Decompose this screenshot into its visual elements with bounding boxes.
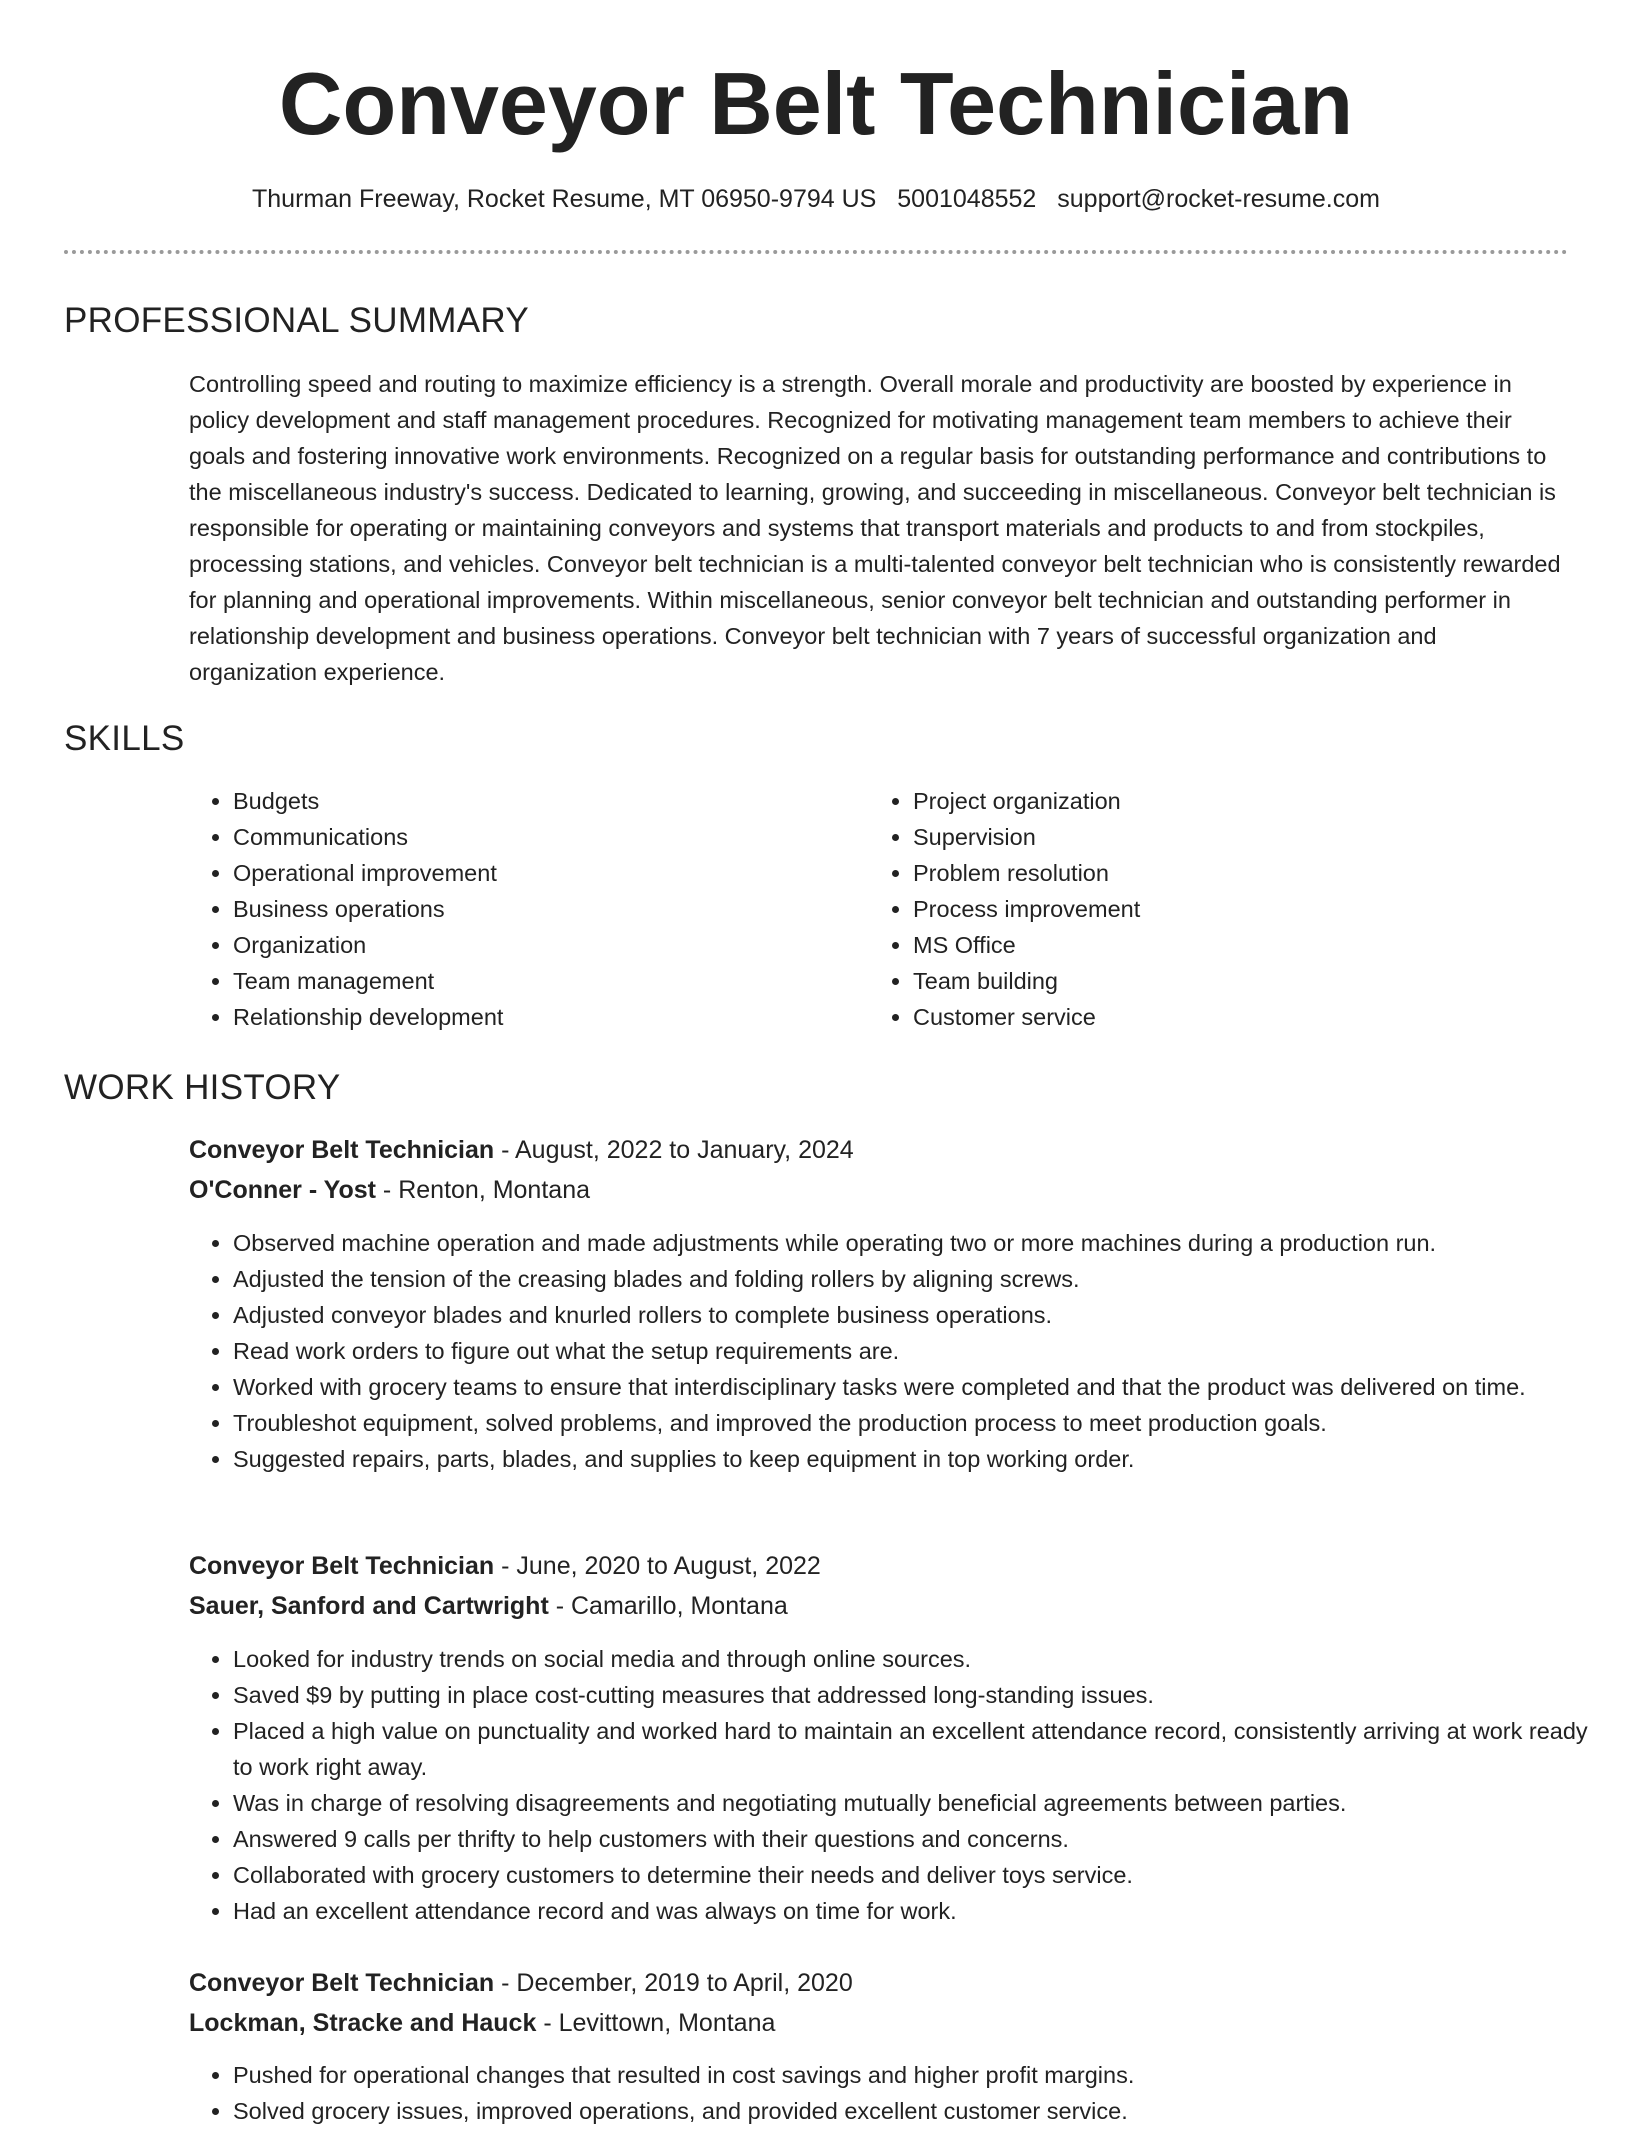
resume-name: Conveyor Belt Technician [278, 54, 1354, 153]
job-bullet: • Troubleshot equipment, solved problems, and improved the production process to meet production goals. [233, 1405, 1613, 1441]
job-title-line [189, 1132, 1569, 1168]
skill-item: • Operational improvement [233, 855, 503, 891]
job-company: Sauer, Sanford and Cartwright [189, 1592, 549, 1620]
job-bullet: • Observed machine operation and made adjustments while operating two or more machines during a production run. [233, 1225, 1613, 1261]
job-bullet: • Had an excellent attendance record and was always on time for work. [233, 1893, 1613, 1929]
job-bullet: • Was in charge of resolving disagreements and negotiating mutually beneficial agreements between parties. [233, 1785, 1613, 1821]
job-bullet: • Pushed for operational changes that resulted in cost savings and higher profit margins. [233, 2057, 1613, 2093]
job-title: Conveyor Belt Technician [189, 1552, 495, 1580]
contact-email: support@rocket-resume.com [1057, 185, 1380, 213]
job-bullet: • Adjusted the tension of the creasing blades and folding rollers by aligning screws. [233, 1261, 1613, 1297]
summary-text: Controlling speed and routing to maximize efficiency is a strength. Overall morale and productivity are boosted by experience in policy development and staff management procedures. Recognized for motivating management team members to achieve their goals and fostering innovative work environments. Recognized on a regular basis for outstanding performance and contributions to the miscellaneous industry's success. Dedicated to learning, growing, and succeeding in miscellaneous. Conveyor belt technician is responsible for operating or maintaining conveyors and systems that transport materials and products to and from stockpiles, processing stations, and vehicles. Conveyor belt technician is a multi-talented conveyor belt technician who is consistently rewarded for planning and operational improvements. Within miscellaneous, senior conveyor belt technician and outstanding performer in relationship development and business operations. Conveyor belt technician with 7 years of successful organization and organization experience. [189, 371, 1561, 685]
job-location: - Renton, Montana [375, 1176, 590, 1204]
job-bullet: • Looked for industry trends on social media and through online sources. [233, 1641, 1613, 1677]
skill-item: • Team management [233, 963, 503, 999]
skill-item: • MS Office [913, 927, 1140, 963]
skills-list [189, 783, 1569, 1043]
skill-item: • Communications [233, 819, 503, 855]
job-company-line [189, 1588, 1569, 1624]
contact-line [0, 182, 1632, 216]
job-bullets [189, 1641, 1613, 1929]
job-dates: - December, 2019 to April, 2020 [494, 1969, 853, 1997]
skills-column-right [869, 783, 1140, 1035]
job-dates: - August, 2022 to January, 2024 [494, 1136, 854, 1164]
skill-item: • Relationship development [233, 999, 503, 1035]
job-bullet: • Answered 9 calls per thrifty to help customers with their questions and concerns. [233, 1821, 1613, 1857]
job-company-line [189, 1172, 1569, 1208]
skill-item: • Problem resolution [913, 855, 1140, 891]
job-bullet: • Suggested repairs, parts, blades, and supplies to keep equipment in top working order. [233, 1441, 1613, 1477]
job-bullet: • Read work orders to figure out what the setup requirements are. [233, 1333, 1613, 1369]
job-location: - Levittown, Montana [536, 2009, 776, 2037]
skill-item: • Team building [913, 963, 1140, 999]
job-title-line [189, 1965, 1569, 2001]
skills-heading: SKILLS [64, 719, 185, 758]
job-location: - Camarillo, Montana [548, 1592, 788, 1620]
job-dates: - June, 2020 to August, 2022 [494, 1552, 821, 1580]
job-bullet: • Saved $9 by putting in place cost-cutting measures that addressed long-standing issues. [233, 1677, 1613, 1713]
skill-item: • Supervision [913, 819, 1140, 855]
contact-phone: 5001048552 [897, 185, 1037, 213]
job-bullets [189, 2057, 1613, 2129]
skill-item: • Budgets [233, 783, 503, 819]
skill-item: • Business operations [233, 891, 503, 927]
skill-item: • Project organization [913, 783, 1140, 819]
skill-item: • Customer service [913, 999, 1140, 1035]
job-bullets [189, 1225, 1613, 1477]
job-company: Lockman, Stracke and Hauck [189, 2009, 537, 2037]
job-company: O'Conner - Yost [189, 1176, 376, 1204]
skill-item: • Process improvement [913, 891, 1140, 927]
job-title: Conveyor Belt Technician [189, 1969, 495, 1997]
skills-column-left [189, 783, 503, 1035]
contact-address: Thurman Freeway, Rocket Resume, MT 06950-9794 US [251, 185, 877, 213]
summary-heading: PROFESSIONAL SUMMARY [64, 301, 529, 340]
skill-item: • Organization [233, 927, 503, 963]
job-bullet: • Worked with grocery teams to ensure that interdisciplinary tasks were completed and that the product was delivered on time. [233, 1369, 1613, 1405]
job-company-line [189, 2005, 1569, 2041]
work-history-heading: WORK HISTORY [64, 1068, 341, 1107]
job-title: Conveyor Belt Technician [189, 1136, 495, 1164]
job-bullet: • Collaborated with grocery customers to determine their needs and deliver toys service. [233, 1857, 1613, 1893]
job-bullet: • Adjusted conveyor blades and knurled rollers to complete business operations. [233, 1297, 1613, 1333]
job-title-line [189, 1548, 1569, 1584]
job-bullet: • Solved grocery issues, improved operations, and provided excellent customer service. [233, 2093, 1613, 2129]
header-divider [64, 250, 1568, 254]
job-bullet: • Placed a high value on punctuality and worked hard to maintain an excellent attendance record, consistently arriving at work ready to work right away. [233, 1713, 1613, 1785]
